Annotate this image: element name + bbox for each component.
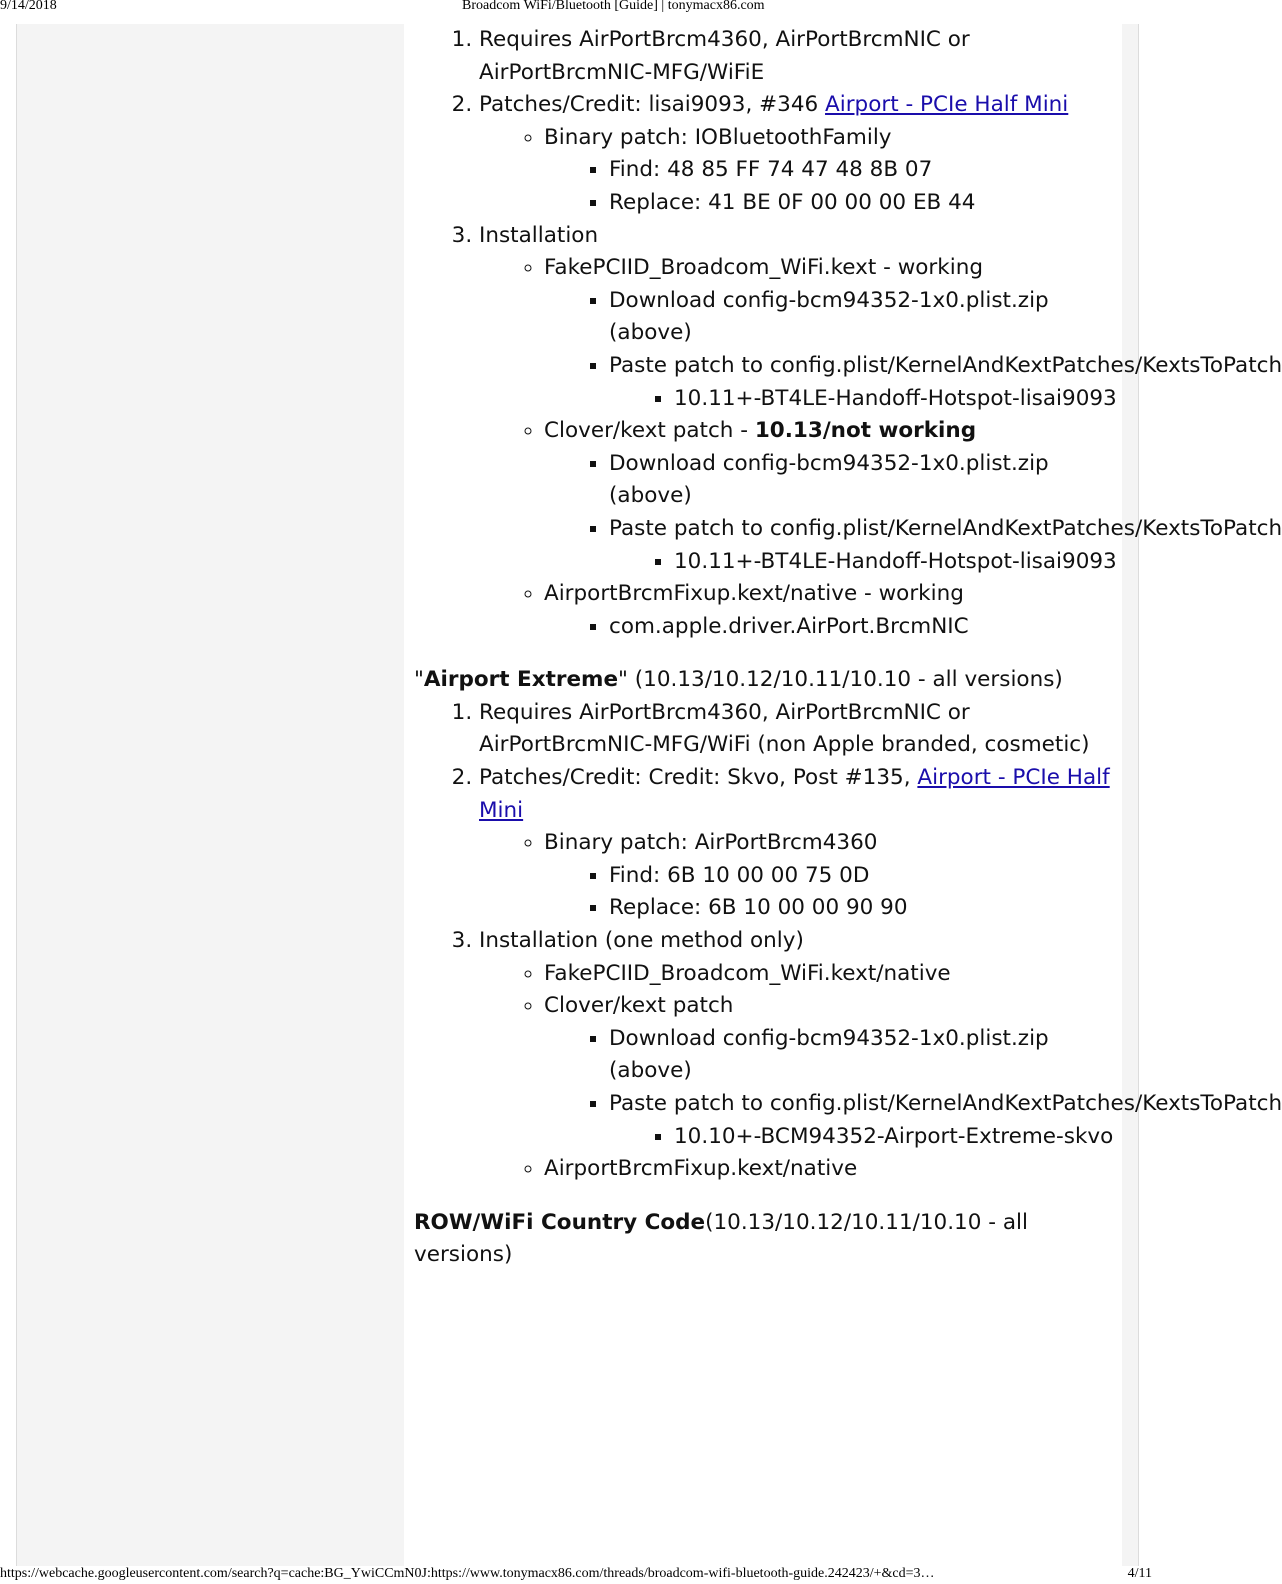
list-item: [479, 925, 1282, 1186]
sub-list: [479, 958, 1282, 1186]
list-item-text: Installation (one method only): [479, 928, 804, 954]
list-item: [609, 1088, 1282, 1153]
list-item-text: Patches/Credit: Credit: Skvo, Post #135,: [479, 765, 918, 791]
airport-pcie-half-mini-link[interactable]: Airport - PCIe Half Mini: [825, 92, 1069, 118]
list-item: [544, 990, 1282, 1153]
list-item: ▪ Replace: 41 BE 0F 00 00 00 EB 44: [609, 187, 1122, 220]
section-heading-row-wifi-country-code: [404, 1207, 1122, 1272]
print-header: [0, 0, 1162, 16]
list-item-bold-text: 10.13/not working: [754, 418, 977, 444]
list-item: [544, 415, 1282, 578]
list-item: [479, 220, 1282, 644]
list-item-text: Paste patch to config.plist/KernelAndKextPatches/KextsToPatch: [609, 1091, 1282, 1116]
list-item: [544, 252, 1282, 415]
list-item: ▪ Replace: 6B 10 00 00 90 90: [609, 892, 1122, 925]
sub-list: [479, 827, 1122, 925]
list-item: [544, 827, 1122, 925]
list-item-text: Paste patch to config.plist/KernelAndKextPatches/KextsToPatch: [609, 515, 1282, 541]
list-item-text: Clover/kext patch -: [544, 418, 755, 444]
list-item: 1. Requires AirPortBrcm4360, AirPortBrcmNIC or AirPortBrcmNIC-MFG/WiFiE: [479, 24, 1122, 89]
heading-bold-text: Airport Extreme: [423, 667, 619, 693]
right-margin-area: [1122, 24, 1139, 1566]
list-item: ◦ FakePCIID_Broadcom_WiFi.kext/native: [544, 958, 1122, 991]
heading-text: " (10.13/10.12/10.11/10.10 - all versions): [618, 667, 1063, 693]
section-heading-airport-extreme: [404, 664, 1122, 697]
list-item: 1. Requires AirPortBrcm4360, AirPortBrcmNIC or AirPortBrcmNIC-MFG/WiFi (non Apple branded, cosmetic): [479, 697, 1122, 762]
list-item: [544, 578, 1122, 643]
post-content: [404, 24, 1282, 1566]
sub-list: [609, 1121, 1122, 1154]
airport-extreme-steps: [404, 697, 1282, 1186]
sub-list: [544, 860, 1122, 925]
print-footer: [0, 1566, 1162, 1584]
print-page-title: Broadcom WiFi/Bluetooth [Guide] | tonymacx86.com: [462, 0, 765, 13]
list-item: ▪ Find: 6B 10 00 00 75 0D: [609, 860, 1122, 893]
airport-pcie-half-mini-link[interactable]: Airport - PCIe Half Mini: [479, 765, 1110, 823]
sub-list: [544, 1023, 1282, 1153]
left-sidebar-area: [16, 24, 405, 1566]
list-item-text: Binary patch: AirPortBrcm4360: [544, 830, 878, 856]
list-item-text: Patches/Credit: lisai9093, #346: [479, 92, 826, 118]
sub-list: [609, 546, 1122, 579]
list-item: ◦ AirportBrcmFixup.kext/native: [544, 1153, 1122, 1186]
heading-text: (10.13/10.12/10.11/10.10 - all versions): [414, 1209, 1028, 1268]
sub-list: [544, 611, 1122, 644]
heading-quote: ": [414, 667, 424, 693]
sub-list: [479, 122, 1122, 220]
list-item-text: Paste patch to config.plist/KernelAndKextPatches/KextsToPatch: [609, 352, 1282, 378]
list-item: ▪ Download config-bcm94352-1x0.plist.zip (above): [609, 285, 1122, 350]
print-date: 9/14/2018: [0, 0, 57, 13]
list-item: [609, 513, 1282, 578]
sub-list: [479, 252, 1282, 643]
list-item-text: AirportBrcmFixup.kext/native - working: [544, 581, 964, 607]
list-item: ▪ Download config-bcm94352-1x0.plist.zip (above): [609, 1023, 1122, 1088]
list-item: [609, 350, 1282, 415]
list-item: [479, 89, 1122, 219]
sub-list: [544, 448, 1282, 578]
list-item: ▪ Download config-bcm94352-1x0.plist.zip (above): [609, 448, 1122, 513]
list-item-text: FakePCIID_Broadcom_WiFi.kext - working: [544, 255, 983, 281]
sub-list: [544, 285, 1282, 415]
list-item-text: Clover/kext patch: [544, 993, 734, 1019]
heading-bold-text: ROW/WiFi Country Code: [414, 1209, 706, 1235]
list-item: ▪ 10.11+-BT4LE-Handoff-Hotspot-lisai9093: [674, 546, 1122, 579]
list-item: ▪ 10.11+-BT4LE-Handoff-Hotspot-lisai9093: [674, 383, 1122, 416]
bluetooth-handoff-steps: [404, 24, 1282, 643]
list-item: [479, 762, 1122, 925]
list-item: ▪ Find: 48 85 FF 74 47 48 8B 07: [609, 154, 1122, 187]
print-page-number: 4/11: [1127, 1566, 1152, 1581]
list-item: [544, 122, 1122, 220]
list-item: ▪ com.apple.driver.AirPort.BrcmNIC: [609, 611, 1122, 644]
list-item-text: Installation: [479, 222, 599, 248]
print-url: https://webcache.googleusercontent.com/search?q=cache:BG_YwiCCmN0J:https://www.tonymacx86.com/threads/broadcom-wifi-bluetooth-guide.242423/+&cd=3…: [0, 1566, 935, 1581]
sub-list: [609, 383, 1122, 416]
list-item: ▪ 10.10+-BCM94352-Airport-Extreme-skvo: [674, 1121, 1122, 1154]
list-item-text: Binary patch: IOBluetoothFamily: [544, 124, 892, 150]
sub-list: [544, 154, 1122, 219]
